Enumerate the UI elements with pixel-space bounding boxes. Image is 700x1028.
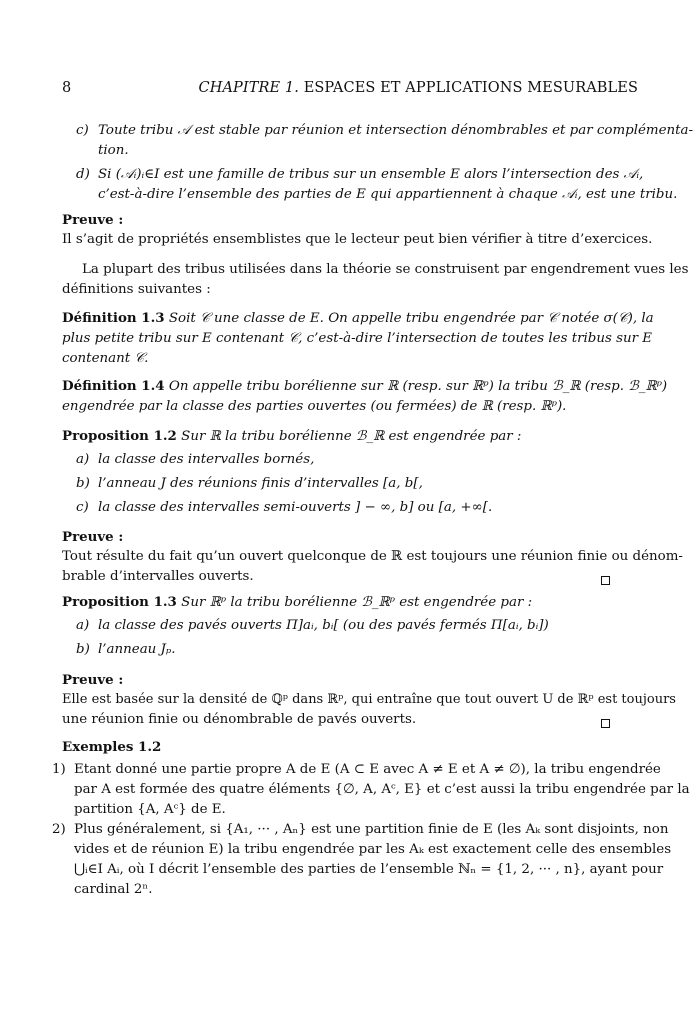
proof-title: Preuve : xyxy=(62,212,124,228)
proposition-1-3 xyxy=(62,592,610,664)
item-label: d) xyxy=(76,167,90,182)
qed-square-icon xyxy=(601,576,610,585)
definition-title: Définition 1.4 xyxy=(62,378,165,394)
chapter-label: CHAPITRE 1. xyxy=(198,80,299,96)
item-text: l’anneau Jₚ. xyxy=(98,642,176,657)
proof-title: Preuve : xyxy=(62,529,124,545)
example-line: vides et de réunion E) la tribu engendrée par les Aₖ est exactement celle des ensembles xyxy=(74,842,672,857)
definition-1-4 xyxy=(62,376,668,417)
proof-line: brable d’intervalles ouverts. xyxy=(62,569,254,584)
list-item-d xyxy=(62,165,678,205)
proof-line: Elle est basée sur la densité de ℚᵖ dans ℝᵖ, qui entraîne que tout ouvert U de ℝᵖ est toujours xyxy=(62,692,676,707)
proof-block xyxy=(62,527,683,587)
item-label: c) xyxy=(76,500,89,515)
qed-square-icon xyxy=(601,719,610,728)
list-item xyxy=(62,640,610,664)
paragraph-line: définitions suivantes : xyxy=(62,282,211,297)
item-text: l’anneau J des réunions finis d’intervalles [a, b[, xyxy=(98,476,423,491)
example-line: cardinal 2ⁿ. xyxy=(74,882,153,897)
definition-line: On appelle tribu borélienne sur ℝ (resp. sur ℝᵖ) la tribu ℬ_ℝ (resp. ℬ_ℝᵖ) xyxy=(168,379,668,394)
page-number: 8 xyxy=(62,80,72,96)
item-label: 1) xyxy=(52,762,66,777)
proof-block xyxy=(62,670,676,730)
list-item xyxy=(62,474,610,498)
item-line: Si (𝒜ᵢ)ᵢ∈I est une famille de tribus sur un ensemble E alors l’intersection des 𝒜ᵢ, xyxy=(98,167,644,182)
chapter-heading xyxy=(199,80,638,96)
example-item-1 xyxy=(52,760,690,820)
example-item-2 xyxy=(52,820,672,900)
item-text: la classe des intervalles bornés, xyxy=(98,452,315,467)
definition-line: contenant 𝒞. xyxy=(62,351,149,366)
proof-line: une réunion finie ou dénombrable de pavés ouverts. xyxy=(62,712,417,727)
proposition-title: Proposition 1.2 xyxy=(62,428,177,444)
definition-line: plus petite tribu sur E contenant 𝒞, c’est-à-dire l’intersection de toutes les tribus sur E xyxy=(62,331,653,346)
item-line: tion. xyxy=(98,143,129,158)
definition-1-3 xyxy=(62,308,654,369)
list-item xyxy=(62,450,610,474)
item-line: Toute tribu 𝒜 est stable par réunion et intersection dénombrables et par complémenta- xyxy=(98,123,694,138)
chapter-title: ESPACES ET APPLICATIONS MESURABLES xyxy=(303,80,638,96)
proof-block xyxy=(62,210,653,250)
example-line: ⋃ᵢ∈I Aᵢ, où I décrit l’ensemble des parties de l’ensemble ℕₙ = {1, 2, ··· , n}, ayant pour xyxy=(74,862,664,877)
definition-line: engendrée par la classe des parties ouvertes (ou fermées) de ℝ (resp. ℝᵖ). xyxy=(62,399,567,414)
proposition-title: Proposition 1.3 xyxy=(62,594,177,610)
intro-paragraph xyxy=(62,260,689,300)
definition-title: Définition 1.3 xyxy=(62,310,165,326)
list-item xyxy=(62,616,610,640)
item-line: c’est-à-dire l’ensemble des parties de E qui appartiennent à chaque 𝒜ᵢ, est une tribu. xyxy=(98,187,678,202)
item-text: la classe des pavés ouverts Π]aᵢ, bᵢ[ (ou des pavés fermés Π[aᵢ, bᵢ]) xyxy=(98,618,549,633)
definition-line: Soit 𝒞 une classe de E. On appelle tribu engendrée par 𝒞 notée σ(𝒞), la xyxy=(168,311,654,326)
examples-1-2 xyxy=(62,737,610,757)
paragraph-line: La plupart des tribus utilisées dans la théorie se construisent par engendrement vues les xyxy=(82,262,689,277)
proposition-statement: Sur ℝ la tribu borélienne ℬ_ℝ est engendrée par : xyxy=(181,429,522,444)
proof-text: Il s’agit de propriétés ensemblistes que le lecteur peut bien vérifier à titre d’exercices. xyxy=(62,232,653,247)
item-label: a) xyxy=(76,618,90,633)
example-line: Plus généralement, si {A₁, ··· , Aₙ} est une partition finie de E (les Aₖ sont disjoints, non xyxy=(74,822,669,837)
proposition-statement: Sur ℝᵖ la tribu borélienne ℬ_ℝᵖ est engendrée par : xyxy=(181,595,533,610)
example-line: par A est formée des quatre éléments {∅, A, Aᶜ, E} et c’est aussi la tribu engendrée par la xyxy=(74,782,690,797)
item-label: c) xyxy=(76,123,89,138)
proof-title: Preuve : xyxy=(62,672,124,688)
running-header xyxy=(62,80,638,100)
item-label: b) xyxy=(76,476,90,491)
item-label: b) xyxy=(76,642,90,657)
list-item xyxy=(62,498,610,522)
item-label: a) xyxy=(76,452,90,467)
item-label: 2) xyxy=(52,822,66,837)
proof-line: Tout résulte du fait qu’un ouvert quelconque de ℝ est toujours une réunion finie ou dénom- xyxy=(62,549,683,564)
item-text: la classe des intervalles semi-ouverts ] − ∞, b] ou [a, +∞[. xyxy=(98,500,493,515)
example-line: Etant donné une partie propre A de E (A ⊂ E avec A ≠ E et A ≠ ∅), la tribu engendrée xyxy=(74,762,661,777)
proposition-1-2 xyxy=(62,426,610,522)
list-item-c xyxy=(62,121,694,161)
example-line: partition {A, Aᶜ} de E. xyxy=(74,802,226,817)
examples-title: Exemples 1.2 xyxy=(62,739,162,755)
